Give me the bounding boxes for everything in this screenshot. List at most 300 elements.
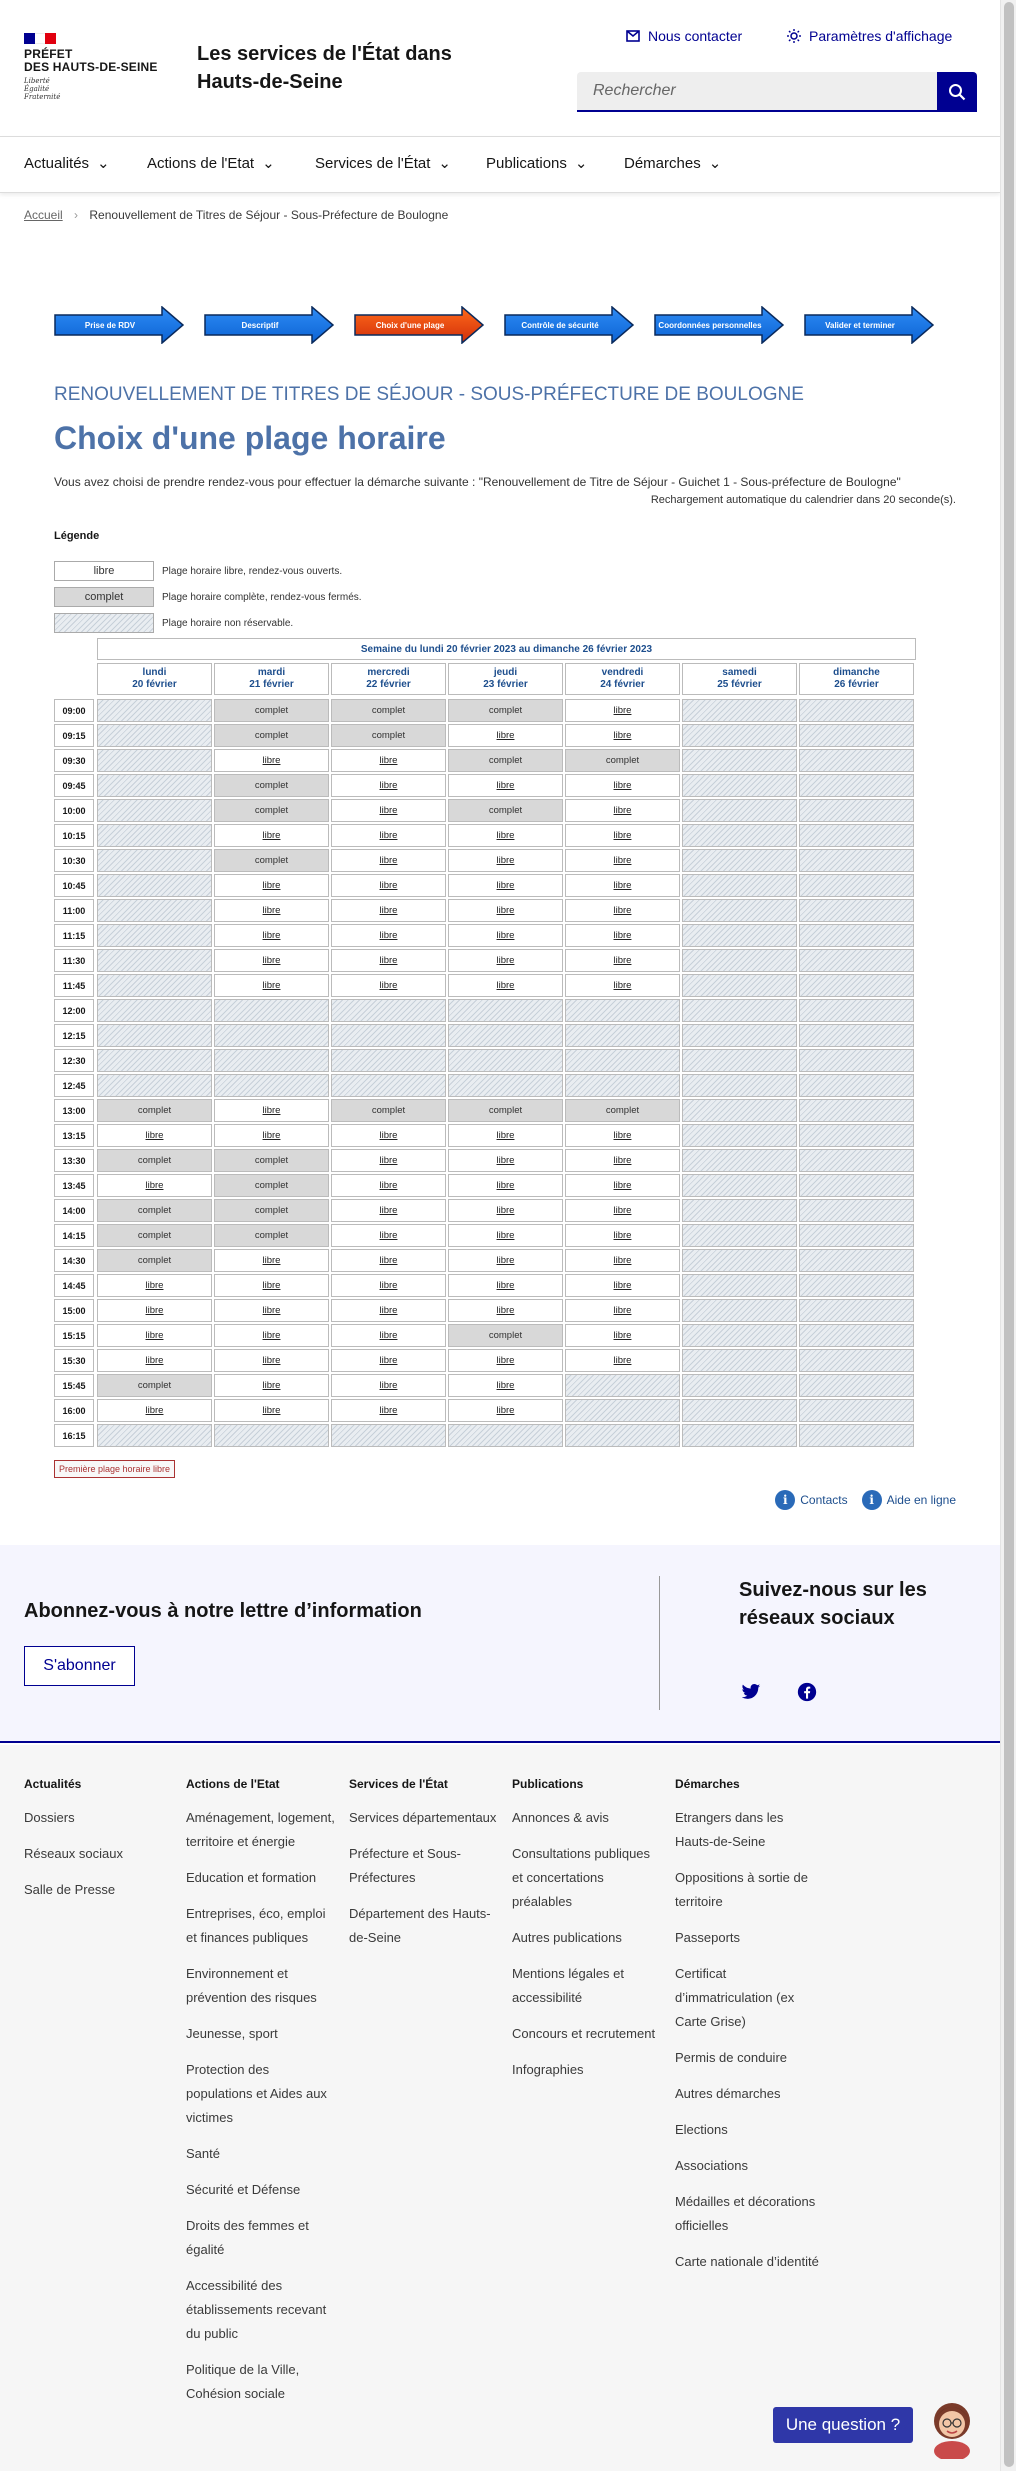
slot-unavailable [565, 1424, 680, 1447]
slot-free[interactable]: libre [448, 1299, 563, 1322]
slot-unavailable [799, 774, 914, 797]
slot-unavailable [799, 824, 914, 847]
slot-unavailable [448, 999, 563, 1022]
search-button[interactable] [937, 72, 977, 112]
slot-unavailable [682, 849, 797, 872]
nav-publications[interactable] [486, 154, 587, 172]
slot-free[interactable]: libre [331, 1199, 446, 1222]
step-label: Coordonnées personnelles [658, 320, 762, 330]
slot-unavailable [799, 1174, 914, 1197]
slot-free[interactable]: libre [214, 749, 329, 772]
slot-full: complet [97, 1374, 212, 1397]
slot-free[interactable]: libre [565, 724, 680, 747]
day-date: 24 février [600, 679, 645, 690]
slot-unavailable [214, 1024, 329, 1047]
contacts-link[interactable] [775, 1490, 847, 1510]
day-date: 26 février [834, 679, 879, 690]
slot-unavailable [97, 749, 212, 772]
slot-full: complet [214, 724, 329, 747]
slot-free[interactable]: libre [214, 1399, 329, 1422]
slot-unavailable [682, 1099, 797, 1122]
day-name: samedi [722, 667, 757, 678]
day-header [448, 663, 563, 695]
time-label: 12:00 [54, 999, 94, 1022]
footer-link[interactable]: Santé [186, 2146, 220, 2161]
nav-actualites[interactable] [24, 154, 110, 172]
slot-free[interactable]: libre [331, 1374, 446, 1397]
time-label: 14:30 [54, 1249, 94, 1272]
site-title-line-1: Les services de l'État dans [197, 43, 452, 65]
slot-unavailable [799, 1274, 914, 1297]
slot-unavailable [799, 724, 914, 747]
slot-unavailable [682, 874, 797, 897]
footer-link[interactable]: Autres démarches [675, 2086, 781, 2101]
time-label: 12:30 [54, 1049, 94, 1072]
slot-free[interactable]: libre [565, 774, 680, 797]
footer-link[interactable]: Elections [675, 2122, 728, 2137]
time-label: 13:30 [54, 1149, 94, 1172]
slot-unavailable [682, 1049, 797, 1072]
slot-unavailable [799, 1424, 914, 1447]
footer-link[interactable]: Services départementaux [349, 1810, 497, 1825]
time-label: 12:15 [54, 1024, 94, 1047]
contact-link[interactable] [626, 28, 742, 44]
slot-free[interactable]: libre [448, 1149, 563, 1172]
slot-unavailable [682, 1174, 797, 1197]
slot-free[interactable]: libre [97, 1299, 212, 1322]
slot-free[interactable]: libre [565, 1224, 680, 1247]
slot-free[interactable]: libre [565, 924, 680, 947]
slot-unavailable [799, 1199, 914, 1222]
slot-free[interactable]: libre [331, 774, 446, 797]
slot-free[interactable]: libre [565, 1174, 680, 1197]
logo-line-1: PRÉFET [24, 47, 73, 61]
footer-link[interactable]: Carte nationale d’identité [675, 2254, 819, 2269]
slot-free[interactable]: libre [97, 1274, 212, 1297]
slot-unavailable [799, 1074, 914, 1097]
footer-link[interactable]: Annonces & avis [512, 1810, 609, 1825]
day-header [565, 663, 680, 695]
slot-free[interactable]: libre [331, 1249, 446, 1272]
intro-text: Vous avez choisi de prendre rendez-vous pour effectuer la démarche suivante : "Renouvellement de Titre de Séjour - Guichet 1 - Sous-préfecture de Boulogne" [54, 475, 901, 489]
step-label: Valider et terminer [825, 320, 895, 330]
slot-full: complet [214, 1224, 329, 1247]
site-title-line-2: Hauts-de-Seine [197, 71, 343, 93]
subscribe-button[interactable]: S'abonner [24, 1646, 135, 1686]
slot-free[interactable]: libre [97, 1399, 212, 1422]
time-label: 10:00 [54, 799, 94, 822]
slot-unavailable [682, 1074, 797, 1097]
time-label: 11:30 [54, 949, 94, 972]
slot-free[interactable]: libre [448, 1199, 563, 1222]
breadcrumb [24, 208, 448, 222]
slot-full: complet [448, 699, 563, 722]
search-bar [577, 72, 977, 112]
chevron-down-icon: ⌄ [262, 155, 275, 172]
footer-column [186, 1777, 336, 2418]
slot-free[interactable]: libre [214, 924, 329, 947]
day-header [682, 663, 797, 695]
logo-line-2: DES HAUTS-DE-SEINE [24, 60, 158, 74]
display-settings-label: Paramètres d'affichage [809, 28, 953, 44]
slot-free[interactable]: libre [448, 949, 563, 972]
slot-unavailable [682, 1224, 797, 1247]
step-4 [504, 306, 634, 344]
time-label: 12:45 [54, 1074, 94, 1097]
footer-link[interactable]: Aménagement, logement, territoire et énergie [186, 1810, 335, 1849]
slot-unavailable [799, 949, 914, 972]
slot-free[interactable]: libre [565, 1274, 680, 1297]
slot-unavailable [97, 724, 212, 747]
slot-unavailable [97, 874, 212, 897]
slot-free[interactable]: libre [331, 849, 446, 872]
footer-link[interactable]: Associations [675, 2158, 748, 2173]
slot-free[interactable]: libre [448, 1249, 563, 1272]
procedure-title: RENOUVELLEMENT DE TITRES DE SÉJOUR - SOUS-PRÉFECTURE DE BOULOGNE [54, 384, 804, 405]
slot-free[interactable]: libre [565, 1149, 680, 1172]
slot-free[interactable]: libre [331, 1349, 446, 1372]
step-label: Choix d'une plage [375, 320, 445, 330]
slot-free[interactable]: libre [448, 824, 563, 847]
footer-column [675, 1777, 825, 2286]
slot-free[interactable]: libre [214, 974, 329, 997]
slot-unavailable [799, 874, 914, 897]
slot-unavailable [682, 1374, 797, 1397]
slot-unavailable [682, 1324, 797, 1347]
footer-link[interactable]: Accessibilité des établissements recevant du public [186, 2278, 327, 2341]
slot-unavailable [682, 724, 797, 747]
first-free-slot-button[interactable]: Première plage horaire libre [54, 1460, 175, 1478]
online-help-link[interactable] [862, 1490, 956, 1510]
step-2 [204, 306, 334, 344]
slot-free[interactable]: libre [331, 1174, 446, 1197]
footer-link[interactable]: Préfecture et Sous-Préfectures [349, 1846, 461, 1885]
slot-free[interactable]: libre [565, 1349, 680, 1372]
step-3 [354, 306, 484, 344]
slot-full: complet [97, 1249, 212, 1272]
slot-unavailable [214, 1424, 329, 1447]
footer-link[interactable]: Consultations publiques et concertations préalables [512, 1846, 651, 1909]
slot-free[interactable]: libre [214, 1374, 329, 1397]
legend-na-chip [54, 613, 154, 633]
slot-unavailable [214, 1074, 329, 1097]
slot-free[interactable]: libre [331, 799, 446, 822]
slot-free[interactable]: libre [448, 1124, 563, 1147]
slot-unavailable [682, 799, 797, 822]
time-label: 16:00 [54, 1399, 94, 1422]
slot-free[interactable]: libre [448, 1274, 563, 1297]
slot-free[interactable]: libre [97, 1324, 212, 1347]
slot-free[interactable]: libre [214, 1324, 329, 1347]
display-settings-link[interactable] [787, 28, 952, 44]
week-header: Semaine du lundi 20 février 2023 au dimanche 26 février 2023 [97, 638, 916, 660]
slot-free[interactable]: libre [448, 1174, 563, 1197]
slot-unavailable [799, 699, 914, 722]
nav-demarches[interactable] [624, 154, 721, 172]
sun-icon [787, 29, 801, 43]
day-name: mardi [257, 667, 286, 678]
slot-unavailable [682, 924, 797, 947]
slot-unavailable [799, 1024, 914, 1047]
slot-free[interactable]: libre [448, 874, 563, 897]
slot-full: complet [97, 1224, 212, 1247]
slot-free[interactable]: libre [214, 899, 329, 922]
chevron-down-icon: ⌄ [438, 155, 451, 172]
legend-na-text: Plage horaire non réservable. [162, 617, 294, 629]
nav-label: Démarches [624, 154, 701, 172]
slot-unavailable [97, 799, 212, 822]
step-label: Contrôle de sécurité [521, 320, 599, 330]
slot-unavailable [331, 1074, 446, 1097]
slot-free[interactable]: libre [448, 974, 563, 997]
slot-unavailable [682, 1299, 797, 1322]
slot-free[interactable]: libre [331, 1324, 446, 1347]
slot-free[interactable]: libre [565, 824, 680, 847]
slot-unavailable [97, 849, 212, 872]
twitter-icon[interactable] [741, 1682, 761, 1702]
slot-full: complet [331, 1099, 446, 1122]
slot-free[interactable]: libre [214, 1099, 329, 1122]
footer-link[interactable]: Dossiers [24, 1810, 75, 1825]
chevron-down-icon: ⌄ [708, 155, 722, 172]
breadcrumb-home[interactable]: Accueil [24, 208, 63, 222]
slot-free[interactable]: libre [331, 974, 446, 997]
footer-link[interactable]: Permis de conduire [675, 2050, 787, 2065]
slot-free[interactable]: libre [565, 1299, 680, 1322]
day-name: mercredi [367, 667, 410, 678]
slot-free[interactable]: libre [565, 799, 680, 822]
newsletter-title: Abonnez-vous à notre lettre d’information [24, 1600, 422, 1622]
slot-free[interactable]: libre [565, 1124, 680, 1147]
time-label: 11:45 [54, 974, 94, 997]
slot-free[interactable]: libre [214, 1124, 329, 1147]
slot-unavailable [565, 1024, 680, 1047]
footer-link[interactable]: Oppositions à sortie de territoire [675, 1870, 808, 1909]
day-header [214, 663, 329, 695]
slot-free[interactable]: libre [448, 899, 563, 922]
slot-unavailable [97, 774, 212, 797]
search-icon [948, 83, 966, 101]
slot-free[interactable]: libre [214, 949, 329, 972]
slot-unavailable [331, 1424, 446, 1447]
slot-unavailable [331, 999, 446, 1022]
facebook-icon[interactable] [797, 1682, 817, 1702]
scrollbar-thumb[interactable] [1004, 2, 1014, 2467]
slot-unavailable [331, 1024, 446, 1047]
slot-free[interactable]: libre [448, 774, 563, 797]
slot-full: complet [214, 699, 329, 722]
slot-free[interactable]: libre [214, 874, 329, 897]
slot-unavailable [97, 949, 212, 972]
slot-free[interactable]: libre [565, 949, 680, 972]
slot-free[interactable]: libre [331, 1399, 446, 1422]
footer-column-title: Démarches [675, 1777, 740, 1791]
slot-unavailable [682, 1249, 797, 1272]
slot-full: complet [214, 774, 329, 797]
slot-unavailable [682, 974, 797, 997]
slot-unavailable [97, 974, 212, 997]
nav-label: Publications [486, 154, 567, 172]
footer-link[interactable]: Education et formation [186, 1870, 317, 1885]
slot-free[interactable]: libre [448, 924, 563, 947]
slot-full: complet [214, 1149, 329, 1172]
nav-services-etat[interactable] [315, 154, 451, 172]
footer-link[interactable]: Passeports [675, 1930, 741, 1945]
slot-free[interactable]: libre [448, 1224, 563, 1247]
footer-link[interactable]: Droits des femmes et égalité [186, 2218, 309, 2257]
search-input[interactable]: Rechercher [577, 72, 937, 112]
footer-link[interactable]: Concours et recrutement [512, 2026, 656, 2041]
slot-unavailable [565, 1399, 680, 1422]
slot-free[interactable]: libre [214, 1349, 329, 1372]
slot-free[interactable]: libre [97, 1124, 212, 1147]
slot-unavailable [97, 1049, 212, 1072]
time-label: 16:15 [54, 1424, 94, 1447]
slot-unavailable [565, 999, 680, 1022]
day-name: lundi [142, 667, 167, 678]
footer-link[interactable]: Entreprises, éco, emploi et finances publiques [186, 1906, 326, 1945]
slot-free[interactable]: libre [331, 1149, 446, 1172]
slot-unavailable [448, 1049, 563, 1072]
slot-free[interactable]: libre [565, 699, 680, 722]
page-scrollbar[interactable] [1000, 0, 1016, 2471]
prefet-logo[interactable] [24, 48, 158, 74]
slot-unavailable [214, 1049, 329, 1072]
slot-free[interactable]: libre [331, 824, 446, 847]
slot-free[interactable]: libre [448, 1374, 563, 1397]
slot-free[interactable]: libre [448, 1349, 563, 1372]
breadcrumb-current: Renouvellement de Titres de Séjour - Sous-Préfecture de Boulogne [89, 208, 449, 222]
slot-full: complet [331, 724, 446, 747]
time-label: 13:45 [54, 1174, 94, 1197]
slot-unavailable [565, 1374, 680, 1397]
slot-free[interactable]: libre [331, 899, 446, 922]
footer-link[interactable]: Etrangers dans les Hauts-de-Seine [675, 1810, 784, 1849]
slot-unavailable [799, 974, 914, 997]
footer-link[interactable]: Autres publications [512, 1930, 622, 1945]
slot-free[interactable]: libre [448, 1399, 563, 1422]
legend-full [54, 587, 362, 607]
slot-free[interactable]: libre [565, 1249, 680, 1272]
slot-unavailable [799, 1299, 914, 1322]
time-label: 10:30 [54, 849, 94, 872]
footer-link[interactable]: Mentions légales et accessibilité [512, 1966, 625, 2005]
slot-unavailable [799, 999, 914, 1022]
footer-link[interactable]: Sécurité et Défense [186, 2182, 301, 2197]
slot-free[interactable]: libre [331, 924, 446, 947]
slot-unavailable [682, 1124, 797, 1147]
footer-link[interactable]: Certificat d’immatriculation (ex Carte Grise) [675, 1966, 795, 2029]
slot-free[interactable]: libre [565, 899, 680, 922]
slot-unavailable [799, 1224, 914, 1247]
slot-free[interactable]: libre [214, 1274, 329, 1297]
slot-unavailable [448, 1074, 563, 1097]
legend-full-chip: complet [54, 587, 154, 607]
slot-unavailable [799, 749, 914, 772]
site-title[interactable] [197, 40, 452, 96]
slot-unavailable [682, 1149, 797, 1172]
ask-question-button[interactable]: Une question ? [773, 2407, 913, 2443]
legend-title: Légende [54, 530, 100, 542]
slot-free[interactable]: libre [214, 1249, 329, 1272]
footer-column-title: Services de l'État [349, 1777, 448, 1791]
footer-link[interactable]: Infographies [512, 2062, 584, 2077]
time-label: 10:15 [54, 824, 94, 847]
footer-column-title: Actualités [24, 1777, 82, 1791]
slot-free[interactable]: libre [448, 724, 563, 747]
time-label: 11:15 [54, 924, 94, 947]
day-date: 21 février [249, 679, 294, 690]
slot-free[interactable]: libre [565, 874, 680, 897]
reload-countdown: Rechargement automatique du calendrier dans 20 seconde(s). [650, 494, 956, 506]
time-label: 14:45 [54, 1274, 94, 1297]
slot-free[interactable]: libre [331, 874, 446, 897]
slot-unavailable [682, 999, 797, 1022]
slot-free[interactable]: libre [331, 1124, 446, 1147]
footer-link[interactable]: Réseaux sociaux [24, 1846, 123, 1861]
footer-link[interactable]: Environnement et prévention des risques [186, 1966, 317, 2005]
footer-link[interactable]: Jeunesse, sport [186, 2026, 278, 2041]
contact-label: Nous contacter [648, 28, 743, 44]
footer-link[interactable]: Département des Hauts-de-Seine [349, 1906, 491, 1945]
slot-free[interactable]: libre [214, 1299, 329, 1322]
slot-unavailable [799, 1349, 914, 1372]
slot-free[interactable]: libre [565, 974, 680, 997]
day-name: jeudi [493, 667, 518, 678]
slot-free[interactable]: libre [331, 1224, 446, 1247]
day-date: 22 février [366, 679, 411, 690]
slot-unavailable [799, 1124, 914, 1147]
motto-egalite: Égalité [24, 85, 50, 93]
assistant-avatar-icon[interactable] [927, 2393, 977, 2459]
footer-link[interactable]: Politique de la Ville, Cohésion sociale [186, 2362, 300, 2401]
slot-free[interactable]: libre [331, 1274, 446, 1297]
slot-unavailable [799, 1099, 914, 1122]
footer-column-title: Publications [512, 1777, 584, 1791]
slot-free[interactable]: libre [331, 749, 446, 772]
step-label: Prise de RDV [84, 320, 136, 330]
slot-free[interactable]: libre [448, 849, 563, 872]
footer-link[interactable]: Médailles et décorations officielles [675, 2194, 816, 2233]
slot-free[interactable]: libre [565, 1324, 680, 1347]
slot-unavailable [682, 824, 797, 847]
slot-free[interactable]: libre [97, 1174, 212, 1197]
slot-free[interactable]: libre [331, 1299, 446, 1322]
footer-link[interactable]: Salle de Presse [24, 1882, 116, 1897]
time-label: 09:15 [54, 724, 94, 747]
slot-unavailable [799, 1049, 914, 1072]
contacts-label: Contacts [800, 1493, 848, 1507]
slot-unavailable [331, 1049, 446, 1072]
slot-free[interactable]: libre [565, 1199, 680, 1222]
time-label: 14:00 [54, 1199, 94, 1222]
slot-free[interactable]: libre [214, 824, 329, 847]
slot-unavailable [97, 699, 212, 722]
legend-free-chip: libre [54, 561, 154, 581]
slot-free[interactable]: libre [565, 849, 680, 872]
nav-actions-etat[interactable] [147, 154, 275, 172]
footer-link[interactable]: Protection des populations et Aides aux victimes [186, 2062, 327, 2125]
slot-free[interactable]: libre [331, 949, 446, 972]
day-header [799, 663, 914, 695]
nav-label: Actualités [24, 154, 90, 172]
time-label: 15:15 [54, 1324, 94, 1347]
slot-full: complet [565, 1099, 680, 1122]
slot-free[interactable]: libre [97, 1349, 212, 1372]
slot-full: complet [448, 1099, 563, 1122]
slot-unavailable [97, 899, 212, 922]
footer-column [512, 1777, 662, 2094]
